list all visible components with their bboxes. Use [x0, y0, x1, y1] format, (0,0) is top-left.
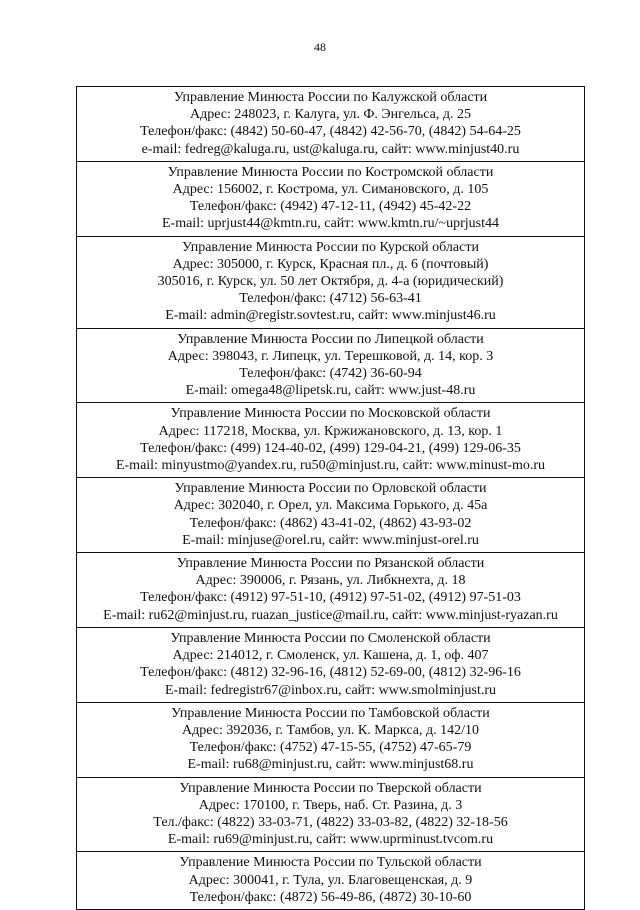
entry-title: Управление Минюста России по Тульской области — [179, 855, 482, 871]
entry-phone: Телефон/факс: (4912) 97-51-10, (4912) 97-51-02, (4912) 97-51-03 — [140, 590, 521, 606]
entry-address: Адрес: 390006, г. Рязань, ул. Либкнехта, д. 18 — [195, 573, 466, 589]
entry-tula — [77, 852, 584, 909]
entry-title: Управление Минюста России по Рязанской области — [176, 556, 485, 572]
entry-address: Адрес: 170100, г. Тверь, наб. Ст. Разина, д. 3 — [198, 797, 463, 813]
entry-phone: Телефон/факс: (499) 124-40-02, (499) 129-04-21, (499) 129-06-35 — [140, 440, 521, 456]
entry-email: E-mail: ru68@minjust.ru, сайт: www.minjust68.ru — [187, 757, 474, 773]
entry-address: Адрес: 300041, г. Тула, ул. Благовещенская, д. 9 — [188, 872, 473, 888]
entry-title: Управление Минюста России по Тверской области — [179, 780, 482, 796]
entry-phone: Телефон/факс: (4752) 47-15-55, (4752) 47-65-79 — [189, 740, 472, 756]
entry-email: E-mail: minjuse@orel.ru, сайт: www.minjust-orel.ru — [182, 532, 479, 548]
entry-email: E-mail: minyustmo@yandex.ru, ru50@minjust.ru, сайт: www.minust-mo.ru — [115, 458, 546, 474]
entry-tver — [77, 778, 584, 853]
entry-address: Адрес: 302040, г. Орел, ул. Максима Горького, д. 45а — [173, 498, 488, 514]
entry-phone: Телефон/факс: (4812) 32-96-16, (4812) 52-69-00, (4812) 32-96-16 — [140, 665, 521, 681]
entry-title: Управление Минюста России по Липецкой области — [177, 331, 484, 347]
entry-kostroma — [77, 162, 584, 237]
entry-email: E-mail: fedregistr67@inbox.ru, сайт: www.smolminjust.ru — [165, 682, 496, 698]
entry-phone: Телефон/факс: (4942) 47-12-11, (4942) 45-42-22 — [189, 199, 472, 215]
directory-table — [76, 86, 585, 910]
entry-title: Управление Минюста России по Московской области — [170, 406, 491, 422]
entry-title: Управление Минюста России по Костромской области — [167, 164, 494, 180]
entry-email: E-mail: uprjust44@kmtn.ru, сайт: www.kmtn.ru/~uprjust44 — [161, 216, 500, 232]
entry-address: Адрес: 214012, г. Смоленск, ул. Кашена, д. 1, оф. 407 — [172, 648, 489, 664]
entry-address: Адрес: 248023, г. Калуга, ул. Ф. Энгельса, д. 25 — [189, 107, 472, 123]
entry-smolensk — [77, 628, 584, 703]
entry-address: Адрес: 156002, г. Кострома, ул. Симановского, д. 105 — [172, 182, 489, 198]
page-number: 48 — [314, 40, 326, 54]
entry-title: Управление Минюста России по Смоленской области — [170, 630, 491, 646]
entry-address: Адрес: 305000, г. Курск, Красная пл., д. 6 (почтовый) — [172, 256, 489, 272]
entry-tambov — [77, 703, 584, 778]
entry-email: E-mail: ru69@minjust.ru, сайт: www.uprminust.tvcom.ru — [167, 832, 494, 848]
entry-title: Управление Минюста России по Орловской области — [174, 481, 487, 497]
entry-phone: Телефон/факс: (4842) 50-60-47, (4842) 42-56-70, (4842) 54-64-25 — [140, 124, 521, 140]
entry-phone: Тел./факс: (4822) 33-03-71, (4822) 33-03-82, (4822) 32-18-56 — [153, 814, 508, 830]
entry-orel — [77, 478, 584, 553]
entry-address: Адрес: 398043, г. Липецк, ул. Терешковой, д. 14, кор. 3 — [167, 348, 494, 364]
entry-email: E-mail: omega48@lipetsk.ru, сайт: www.just-48.ru — [185, 383, 476, 399]
entry-address-legal: 305016, г. Курск, ул. 50 лет Октября, д. 4-а (юридический) — [157, 274, 504, 290]
entry-kursk — [77, 237, 584, 329]
entry-title: Управление Минюста России по Тамбовской области — [171, 705, 490, 721]
entry-phone: Телефон/факс: (4872) 56-49-86, (4872) 30-10-60 — [189, 889, 472, 905]
entry-email: E-mail: ru62@minjust.ru, ruazan_justice@mail.ru, сайт: www.minjust-ryazan.ru — [103, 607, 558, 623]
entry-phone: Телефон/факс: (4862) 43-41-02, (4862) 43-93-02 — [189, 515, 472, 531]
entry-title: Управление Минюста России по Калужской области — [173, 90, 488, 105]
entry-address: Адрес: 392036, г. Тамбов, ул. К. Маркса, д. 142/10 — [181, 722, 479, 738]
entry-ryazan — [77, 553, 584, 628]
entry-email: E-mail: admin@registr.sovtest.ru, сайт: www.minjust46.ru — [165, 308, 496, 324]
entry-moscow-region — [77, 403, 584, 478]
entry-address: Адрес: 117218, Москва, ул. Кржижановского, д. 13, кор. 1 — [158, 423, 503, 439]
entry-kaluga — [77, 87, 584, 162]
entry-phone: Телефон/факс: (4742) 36-60-94 — [239, 366, 422, 382]
entry-title: Управление Минюста России по Курской области — [182, 239, 479, 255]
entry-email: e-mail: fedreg@kaluga.ru, ust@kaluga.ru, сайт: www.minjust40.ru — [141, 141, 520, 157]
entry-lipetsk — [77, 329, 584, 404]
entry-phone: Телефон/факс: (4712) 56-63-41 — [239, 291, 422, 307]
